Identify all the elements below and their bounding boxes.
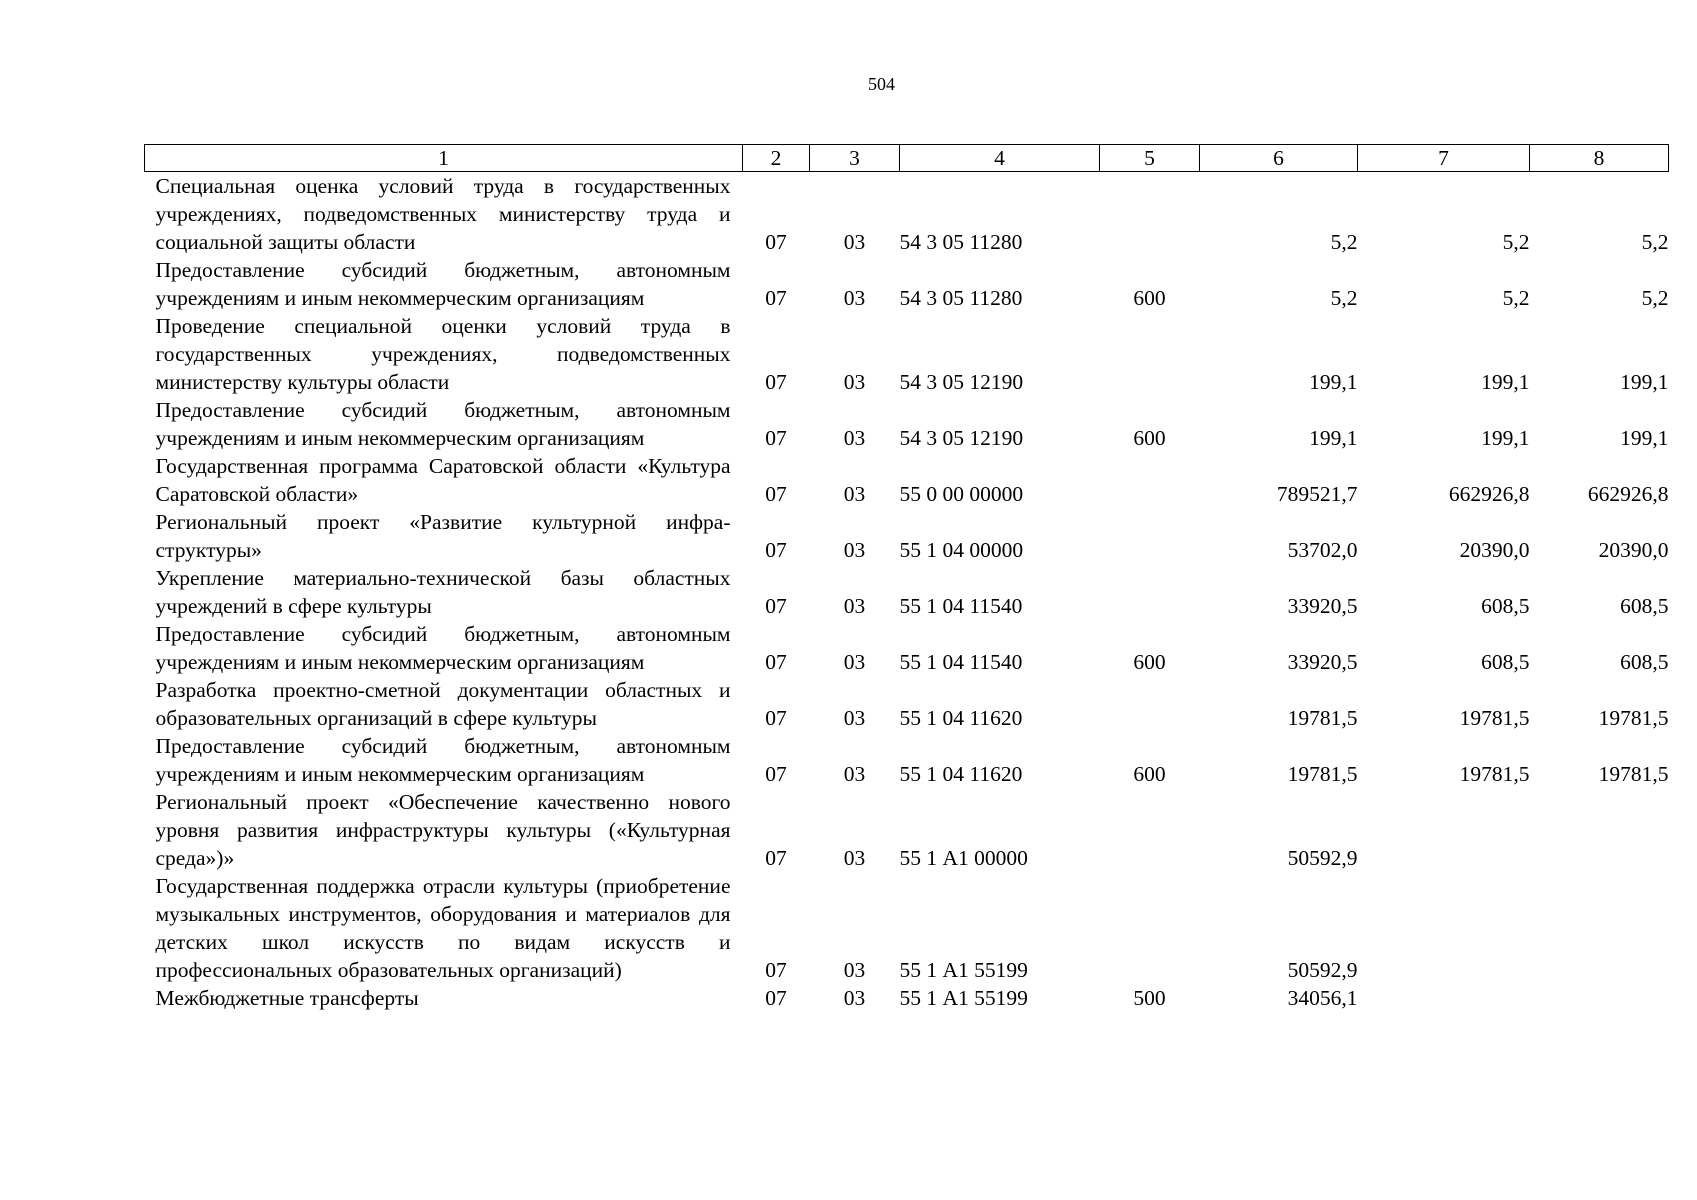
column-header-6: 6 bbox=[1200, 145, 1358, 172]
table-row bbox=[145, 508, 1669, 564]
section-code: 07 bbox=[765, 594, 787, 618]
target-article-code: 54 3 05 11280 bbox=[899, 286, 1023, 310]
row-name: Государственная поддержка отрасли культуры (приобретение музыкальных инструментов, оборудования и материалов для детских школ искусств по видам искусств и профессиональных образовательных организаций) bbox=[155, 874, 731, 982]
expense-type-code bbox=[1100, 676, 1200, 732]
row-name: Предоставление субсидий бюджетным, автономным учреждениям и иным некоммерческим организациям bbox=[155, 258, 731, 310]
amount-col-7: 5,2 bbox=[1502, 286, 1530, 310]
row-name: Разработка проектно-сметной документации областных и образовательных организаций в сфере культуры bbox=[155, 678, 731, 730]
target-article-code: 54 3 05 11280 bbox=[899, 230, 1023, 254]
row-name: Межбюджетные трансферты bbox=[155, 986, 419, 1010]
target-article-code: 54 3 05 12190 bbox=[899, 370, 1024, 394]
subsection-code: 03 bbox=[843, 762, 866, 786]
expense-type-code: 600 bbox=[1133, 762, 1166, 786]
amount-col-8: 5,2 bbox=[1641, 286, 1669, 310]
amount-col-8: 19781,5 bbox=[1598, 706, 1669, 730]
column-header-2: 2 bbox=[743, 145, 810, 172]
subsection-code: 03 bbox=[843, 958, 866, 982]
row-name: Предоставление субсидий бюджетным, автономным учреждениям и иным некоммерческим организациям bbox=[155, 622, 731, 674]
table-header bbox=[145, 145, 1669, 172]
expense-type-code: 500 bbox=[1133, 986, 1166, 1010]
section-code: 07 bbox=[765, 230, 787, 254]
expense-type-code bbox=[1100, 508, 1200, 564]
amount-col-6: 5,2 bbox=[1330, 230, 1358, 254]
target-article-code: 55 1 04 11620 bbox=[899, 762, 1023, 786]
amount-col-6: 199,1 bbox=[1309, 370, 1358, 394]
column-header-3: 3 bbox=[810, 145, 900, 172]
expense-type-code: 600 bbox=[1133, 426, 1166, 450]
row-name: Проведение специальной оценки условий труда в государственных учреждениях, подведомственных министерству культуры области bbox=[155, 314, 731, 394]
row-name: Предоставление субсидий бюджетным, автономным учреждениям и иным некоммерческим организациям bbox=[155, 734, 731, 786]
table-row bbox=[145, 620, 1669, 676]
subsection-code: 03 bbox=[843, 650, 866, 674]
column-header-4: 4 bbox=[900, 145, 1100, 172]
amount-col-6: 34056,1 bbox=[1287, 986, 1358, 1010]
amount-col-7: 662926,8 bbox=[1448, 482, 1530, 506]
column-header-1: 1 bbox=[145, 145, 743, 172]
subsection-code: 03 bbox=[843, 846, 866, 870]
column-header-8: 8 bbox=[1530, 145, 1669, 172]
amount-col-8 bbox=[1530, 984, 1669, 1012]
table-row bbox=[145, 872, 1669, 984]
target-article-code: 54 3 05 12190 bbox=[899, 426, 1024, 450]
amount-col-7: 20390,0 bbox=[1459, 538, 1530, 562]
subsection-code: 03 bbox=[843, 482, 866, 506]
header-row bbox=[145, 145, 1669, 172]
page-number: 504 bbox=[868, 74, 895, 94]
amount-col-6: 19781,5 bbox=[1287, 706, 1358, 730]
table-row bbox=[145, 172, 1669, 257]
subsection-code: 03 bbox=[843, 986, 866, 1010]
expense-type-code bbox=[1100, 312, 1200, 396]
amount-col-6: 19781,5 bbox=[1287, 762, 1358, 786]
target-article-code: 55 1 А1 55199 bbox=[899, 958, 1028, 982]
amount-col-7 bbox=[1358, 788, 1530, 872]
table-row bbox=[145, 564, 1669, 620]
table-row bbox=[145, 732, 1669, 788]
amount-col-6: 50592,9 bbox=[1287, 846, 1358, 870]
target-article-code: 55 0 00 00000 bbox=[899, 482, 1024, 506]
table-row bbox=[145, 452, 1669, 508]
amount-col-8 bbox=[1530, 872, 1669, 984]
table-row bbox=[145, 984, 1669, 1012]
column-header-5: 5 bbox=[1100, 145, 1200, 172]
expense-type-code bbox=[1100, 872, 1200, 984]
row-name: Специальная оценка условий труда в государственных учреждениях, подведомственных министерству труда и социальной защиты области bbox=[155, 174, 731, 254]
amount-col-7: 199,1 bbox=[1481, 370, 1530, 394]
row-name: Государственная программа Саратовской области «Культура Саратовской области» bbox=[155, 454, 731, 506]
amount-col-6: 33920,5 bbox=[1287, 594, 1358, 618]
section-code: 07 bbox=[765, 762, 787, 786]
row-name: Предоставление субсидий бюджетным, автономным учреждениям и иным некоммерческим организациям bbox=[155, 398, 731, 450]
expense-type-code: 600 bbox=[1133, 286, 1166, 310]
section-code: 07 bbox=[765, 426, 787, 450]
amount-col-7: 608,5 bbox=[1481, 594, 1530, 618]
row-name: Региональный проект «Обеспечение качественно нового уровня развития инфраструктуры культуры («Культурная среда»)» bbox=[155, 790, 731, 870]
amount-col-7: 608,5 bbox=[1481, 650, 1530, 674]
amount-col-8: 5,2 bbox=[1641, 230, 1669, 254]
subsection-code: 03 bbox=[843, 426, 866, 450]
column-header-7: 7 bbox=[1358, 145, 1530, 172]
subsection-code: 03 bbox=[843, 370, 866, 394]
section-code: 07 bbox=[765, 986, 787, 1010]
amount-col-6: 33920,5 bbox=[1287, 650, 1358, 674]
target-article-code: 55 1 04 11540 bbox=[899, 650, 1023, 674]
target-article-code: 55 1 04 11540 bbox=[899, 594, 1023, 618]
expense-type-code bbox=[1100, 788, 1200, 872]
amount-col-6: 5,2 bbox=[1330, 286, 1358, 310]
row-name: Региональный проект «Развитие культурной инфраструктуры» bbox=[155, 510, 731, 562]
target-article-code: 55 1 А1 00000 bbox=[899, 846, 1028, 870]
target-article-code: 55 1 04 11620 bbox=[899, 706, 1023, 730]
amount-col-8: 199,1 bbox=[1620, 426, 1669, 450]
expense-type-code bbox=[1100, 564, 1200, 620]
amount-col-7: 19781,5 bbox=[1459, 762, 1530, 786]
amount-col-7: 5,2 bbox=[1502, 230, 1530, 254]
amount-col-6: 199,1 bbox=[1309, 426, 1358, 450]
subsection-code: 03 bbox=[843, 706, 866, 730]
section-code: 07 bbox=[765, 370, 787, 394]
table-body bbox=[145, 172, 1669, 1013]
row-name: Укрепление материально-технической базы областных учреждений в сфере культуры bbox=[155, 566, 731, 618]
budget-table bbox=[144, 144, 1669, 1012]
amount-col-8 bbox=[1530, 788, 1669, 872]
amount-col-7 bbox=[1358, 872, 1530, 984]
amount-col-6: 789521,7 bbox=[1276, 482, 1358, 506]
expense-type-code bbox=[1100, 452, 1200, 508]
amount-col-7: 199,1 bbox=[1481, 426, 1530, 450]
amount-col-7 bbox=[1358, 984, 1530, 1012]
section-code: 07 bbox=[765, 958, 787, 982]
target-article-code: 55 1 А1 55199 bbox=[899, 986, 1028, 1010]
section-code: 07 bbox=[765, 286, 787, 310]
table-row bbox=[145, 676, 1669, 732]
subsection-code: 03 bbox=[843, 230, 866, 254]
expense-type-code: 600 bbox=[1133, 650, 1166, 674]
section-code: 07 bbox=[765, 538, 787, 562]
table-row bbox=[145, 396, 1669, 452]
section-code: 07 bbox=[765, 706, 787, 730]
target-article-code: 55 1 04 00000 bbox=[899, 538, 1024, 562]
amount-col-7: 19781,5 bbox=[1459, 706, 1530, 730]
amount-col-8: 608,5 bbox=[1620, 650, 1669, 674]
section-code: 07 bbox=[765, 846, 787, 870]
subsection-code: 03 bbox=[843, 594, 866, 618]
amount-col-6: 50592,9 bbox=[1287, 958, 1358, 982]
amount-col-8: 662926,8 bbox=[1587, 482, 1669, 506]
amount-col-8: 199,1 bbox=[1620, 370, 1669, 394]
amount-col-8: 20390,0 bbox=[1598, 538, 1669, 562]
table-row bbox=[145, 312, 1669, 396]
table-row bbox=[145, 256, 1669, 312]
section-code: 07 bbox=[765, 482, 787, 506]
table-row bbox=[145, 788, 1669, 872]
subsection-code: 03 bbox=[843, 538, 866, 562]
amount-col-6: 53702,0 bbox=[1287, 538, 1358, 562]
amount-col-8: 608,5 bbox=[1620, 594, 1669, 618]
section-code: 07 bbox=[765, 650, 787, 674]
expense-type-code bbox=[1100, 172, 1200, 257]
subsection-code: 03 bbox=[843, 286, 866, 310]
amount-col-8: 19781,5 bbox=[1598, 762, 1669, 786]
